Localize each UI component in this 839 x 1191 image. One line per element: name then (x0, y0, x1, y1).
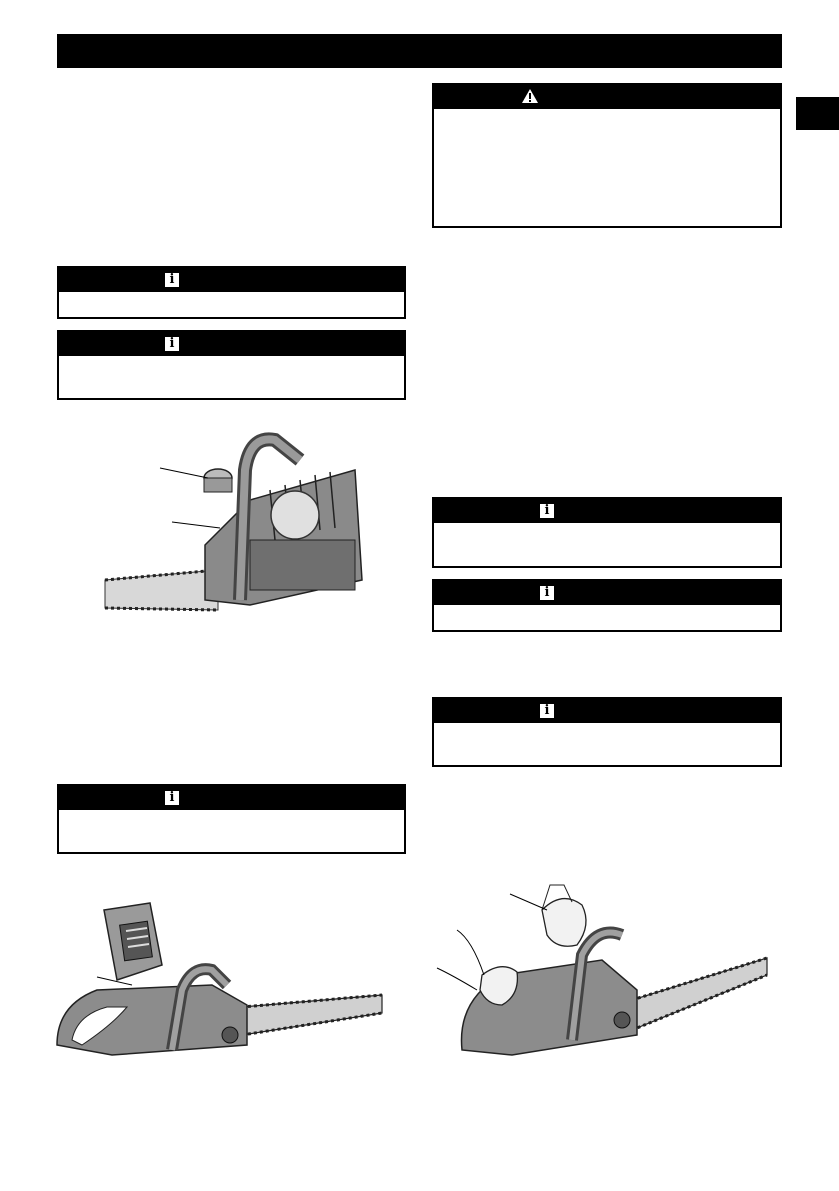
info-icon: i (165, 791, 179, 805)
notice-header (434, 499, 780, 523)
info-icon: i (540, 586, 554, 600)
notice-header (434, 581, 780, 605)
notice-header (434, 699, 780, 723)
info-notice-6 (432, 697, 782, 767)
notice-header (59, 332, 404, 356)
warning-notice (432, 83, 782, 228)
language-tab (796, 97, 839, 130)
info-icon: i (540, 504, 554, 518)
warning-triangle-icon (522, 89, 538, 103)
notice-header (59, 786, 404, 810)
gloved-hands-chainsaw-illustration (432, 880, 777, 1065)
notice-header (59, 268, 404, 292)
info-icon: i (165, 337, 179, 351)
info-icon: i (540, 704, 554, 718)
info-icon: i (165, 273, 179, 287)
notice-header (434, 85, 780, 109)
info-notice-4 (432, 497, 782, 568)
page-header-bar (57, 34, 782, 68)
battery-insertion-illustration (52, 895, 392, 1065)
info-notice-5 (432, 579, 782, 632)
info-notice-1 (57, 266, 406, 319)
oil-cap-illustration (100, 430, 365, 620)
info-notice-2 (57, 330, 406, 400)
info-notice-3 (57, 784, 406, 854)
